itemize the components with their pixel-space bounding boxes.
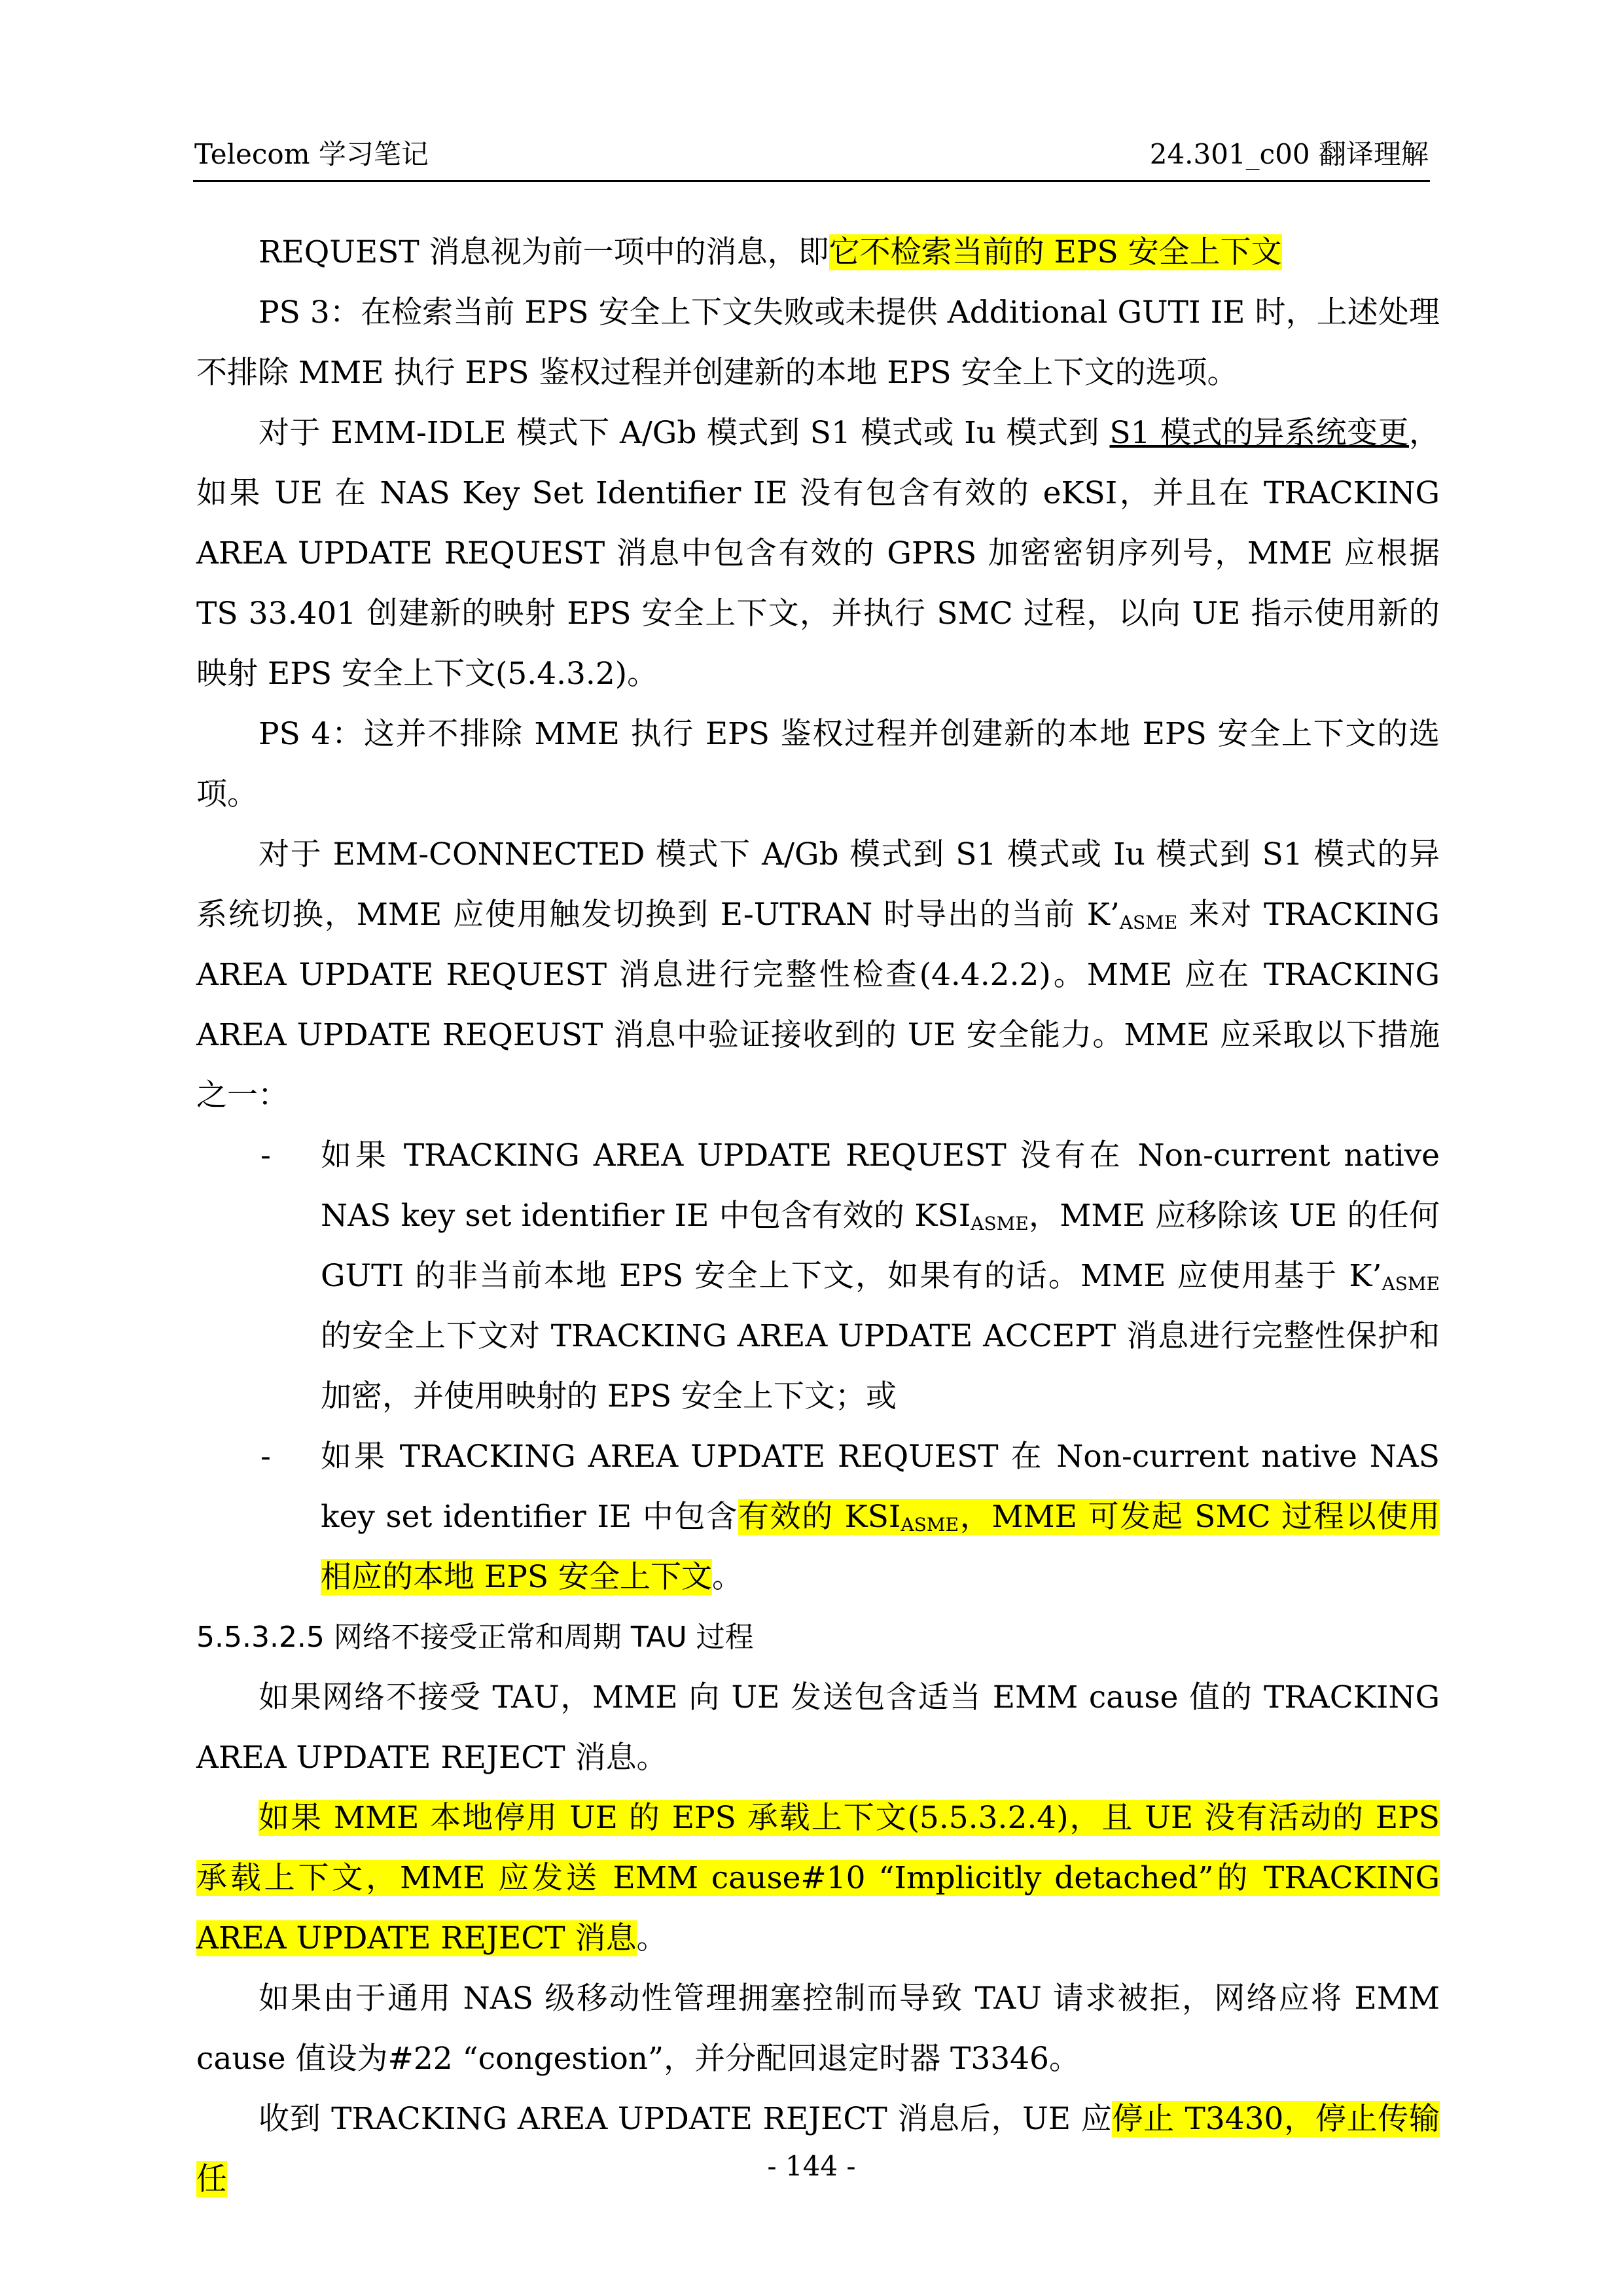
header-right: 24.301_c00 翻译理解 — [1149, 138, 1429, 170]
paragraph-implicitly-detached — [196, 1788, 1440, 1969]
text: 的安全上下文对 TRACKING AREA UPDATE ACCEPT 消息进行完整性保护和加密，并使用映射的 EPS 安全上下文；或 — [321, 1318, 1440, 1414]
header-left: Telecom 学习笔记 — [194, 138, 429, 170]
highlight: 它不检索当前的 EPS 安全上下文 — [829, 234, 1282, 270]
text: ，MME 应移除该 UE 的任何 GUTI 的非当前本地 EPS 安全上下文，如果有的话。MME 应使用基于 K’ — [321, 1198, 1440, 1294]
subscript: ASME — [1382, 1273, 1440, 1295]
subscript: ASME — [901, 1514, 959, 1535]
text: ，如果 UE 在 NAS Key Set Identifier IE 没有包含有效的 eKSI，并且在 TRACKING AREA UPDATE REQUEST 消息中包含有效的 GPRS 加密密钥序列号，MME 应根据 TS 33.401 创建新的映射 EPS 安全上下文，并执行 SMC 过程，以向 UE 指示使用新的映射 EPS 安全上下文(5.4.3.2)。 — [196, 415, 1440, 692]
text: 收到 TRACKING AREA UPDATE REJECT 消息后，UE 应 — [259, 2101, 1113, 2137]
text: ，MME 可发起 SMC 过程以使用相应的本地 EPS 安全上下文 — [321, 1499, 1440, 1595]
paragraph-receive-reject — [196, 2089, 1440, 2210]
highlight: 停止 T3430，停止传输任 — [196, 2101, 1440, 2197]
bullet-dash: - — [260, 1439, 271, 1475]
text: 对于 EMM-IDLE 模式下 A/Gb 模式到 S1 模式或 Iu 模式到 — [259, 415, 1110, 451]
text: 。 — [712, 1559, 743, 1595]
document-body — [196, 223, 1440, 2210]
bullet-item-1 — [196, 1126, 1440, 1427]
text: 有效的 KSI — [738, 1499, 901, 1535]
page-header — [193, 134, 1430, 182]
text: 如果 TRACKING AREA UPDATE REQUEST 在 Non-current native NAS key set identifier IE 中包含 — [321, 1439, 1440, 1535]
text: REQUEST 消息视为前一项中的消息，即 — [259, 234, 829, 270]
paragraph-congestion: 如果由于通用 NAS 级移动性管理拥塞控制而导致 TAU 请求被拒，网络应将 EMM cause 值设为#22 “congestion”，并分配回退定时器 T3346。 — [196, 1981, 1440, 2077]
highlight: 如果 MME 本地停用 UE 的 EPS 承载上下文(5.5.3.2.4)，且 UE 没有活动的 EPS 承载上下文，MME 应发送 EMM cause#10 “Implicitly detached”的 TRACKING AREA UPDATE REJECT 消息 — [196, 1800, 1440, 1956]
text: 如果 TRACKING AREA UPDATE REQUEST 没有在 Non-current native NAS key set identifier IE 中包含有效的 KSI — [321, 1138, 1440, 1234]
paragraph-connected-mode — [196, 825, 1440, 1126]
section-heading: 5.5.3.2.5 网络不接受正常和周期 TAU 过程 — [196, 1621, 754, 1654]
paragraph-0 — [196, 223, 1440, 283]
paragraph-ps4: PS 4：这并不排除 MME 执行 EPS 鉴权过程并创建新的本地 EPS 安全上下文的选项。 — [196, 716, 1440, 812]
subscript: ASME — [1119, 912, 1178, 933]
text: 对于 EMM-CONNECTED 模式下 A/Gb 模式到 S1 模式或 Iu 模式到 S1 模式的异系统切换，MME 应使用触发切换到 E-UTRAN 时导出的当前 K’ — [196, 836, 1440, 933]
bullet-item-2 — [196, 1427, 1440, 1607]
page-number: - 144 - — [767, 2150, 856, 2182]
subscript: ASME — [971, 1213, 1029, 1234]
bullet-dash: - — [260, 1138, 271, 1174]
paragraph-ps3: PS 3：在检索当前 EPS 安全上下文失败或未提供 Additional GUTI IE 时，上述处理不排除 MME 执行 EPS 鉴权过程并创建新的本地 EPS 安全上下文的选项。 — [196, 295, 1440, 391]
paragraph-idle-mode — [196, 403, 1440, 704]
underlined-text: S1 模式的异系统变更 — [1109, 415, 1409, 451]
text: 。 — [636, 1920, 668, 1956]
paragraph-reject: 如果网络不接受 TAU，MME 向 UE 发送包含适当 EMM cause 值的 TRACKING AREA UPDATE REJECT 消息。 — [196, 1679, 1440, 1776]
text: 来对 TRACKING AREA UPDATE REQUEST 消息进行完整性检查(4.4.2.2)。MME 应在 TRACKING AREA UPDATE REQEUST 消息中验证接收到的 UE 安全能力。MME 应采取以下措施之一： — [196, 897, 1440, 1113]
